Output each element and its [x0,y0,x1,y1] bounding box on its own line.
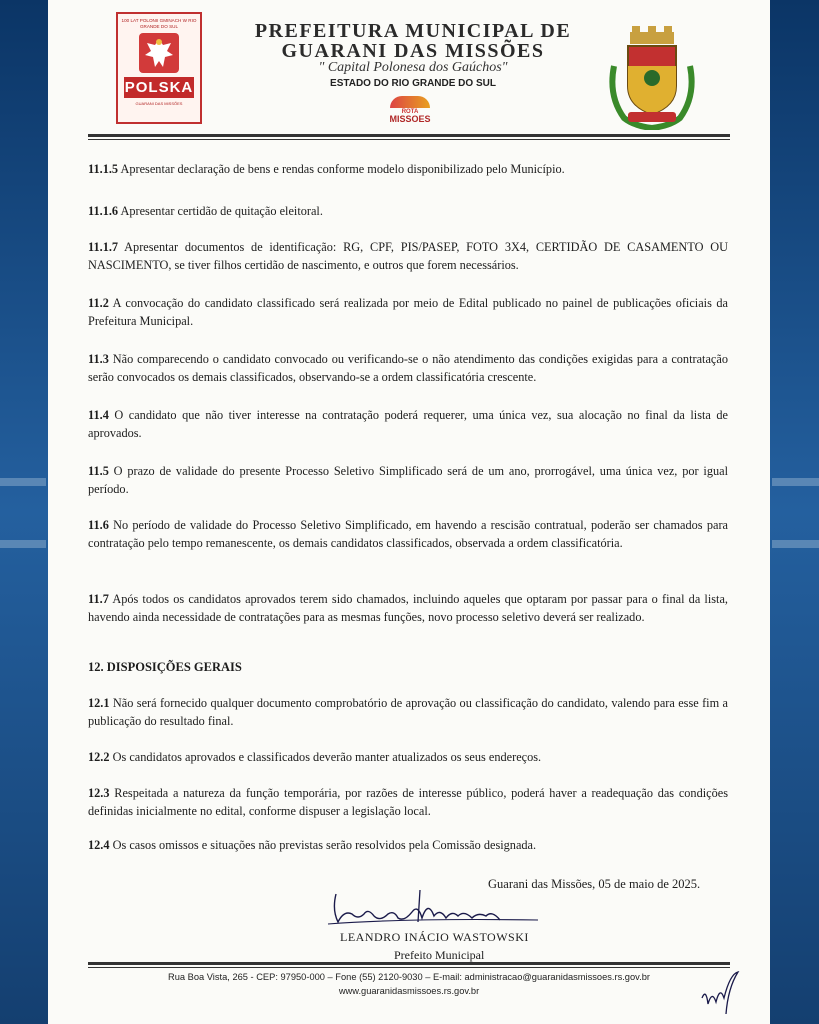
background-desk [0,478,46,486]
footer-rule-thin [88,967,730,968]
header-state: ESTADO DO RIO GRANDE DO SUL [330,78,496,89]
rubric-initials [698,968,742,1018]
footer-rule [88,962,730,965]
header-title-line2: GUARANI DAS MISSÕES [281,40,545,62]
document-page [48,0,770,1024]
signer-role: Prefeito Municipal [394,948,485,962]
paragraph-11-2: 11.2 A convocação do candidato classificado será realizada por meio de Edital publicado no painel de publicações oficiais da Prefeitura Municipal. [88,296,728,328]
paragraph-11-5: 11.5 O prazo de validade do presente Processo Seletivo Simplificado será de um ano, prorrogável, uma única vez, por igual período. [88,464,728,496]
rota-big-text: MISSOES [389,114,431,124]
rota-arc-icon [390,96,430,108]
footer-address: Rua Boa Vista, 265 - CEP: 97950-000 – Fone (55) 2120-9030 – E-mail: administracao@guaranidasmissoes.rs.gov.br [168,972,650,982]
polska-seal-top-text: 100 LAT POLONII GMINACH W RIO GRANDE DO SUL [121,18,197,29]
footer-website: www.guaranidasmissoes.rs.gov.br [338,986,480,996]
handwritten-signature [288,870,548,930]
header-title-line1: PREFEITURA MUNICIPAL DE [254,20,572,42]
letterhead [48,0,770,140]
date-line: Guarani das Missões, 05 de maio de 2025. [488,877,701,891]
polska-word: POLSKA [124,79,194,96]
rota-missoes-logo [386,96,434,124]
paragraph-11-7: 11.7 Após todos os candidatos aprovados terem sido chamados, incluindo aqueles que optaram por passar para o final da lista, havendo ainda necessidade de contratações para as mesmas funções, novo processo seletivo deverá ser realizado. [88,592,728,624]
paragraph-11-1-7: 11.1.7 Apresentar documentos de identificação: RG, CPF, PIS/PASEP, FOTO 3X4, CERTIDÃO DE CASAMENTO OU NASCIMENTO, se tiver filhos certidão de nascimento, e outros que forem necessários. [88,240,728,272]
header-rule-thin [88,139,730,140]
paragraph-11-1-5: 11.1.5 Apresentar declaração de bens e rendas conforme modelo disponibilizado pelo Município. [88,162,565,176]
paragraph-12-3: 12.3 Respeitada a natureza da função temporária, por razões de interesse público, poderá haver a readequação das condições definidas inicialmente no edital, conforme dispuser a legislação local. [88,786,728,818]
background-desk [0,540,46,548]
eagle-icon [139,33,179,73]
background-left [0,0,48,1024]
polska-seal [116,12,202,124]
paragraph-12-1: 12.1 Não será fornecido qualquer documento comprobatório de aprovação ou classificação do candidato, valendo para esse fim a publicação do resultado final. [88,696,728,728]
background-desk [772,478,819,486]
rota-small-text: ROTA [401,109,419,115]
municipal-crest-icon [604,26,700,130]
paragraph-11-3: 11.3 Não comparecendo o candidato convocado ou verificando-se o não atendimento das condições exigidas para a contratação serão convocados os demais classificados, observando-se a ordem classificatória crescente. [88,352,728,384]
paragraph-11-6: 11.6 No período de validade do Processo Seletivo Simplificado, em havendo a rescisão contratual, poderão ser chamados para contratação pelo tempo remanescente, os demais candidatos classificados, observada a ordem classificatória. [88,518,728,550]
section-heading-12: 12. DISPOSIÇÕES GERAIS [88,660,242,674]
paragraph-12-2: 12.2 Os candidatos aprovados e classificados deverão manter atualizados os seus endereços. [88,750,542,764]
paragraph-12-4: 12.4 Os casos omissos e situações não previstas serão resolvidos pela Comissão designada. [88,838,537,852]
signer-name: LEANDRO INÁCIO WASTOWSKI [340,930,529,944]
paragraph-11-1-6: 11.1.6 Apresentar certidão de quitação eleitoral. [88,204,323,218]
header-rule [88,134,730,137]
polska-seal-bottom-text: GUARANI DAS MISSÕES [135,101,183,106]
header-slogan: " Capital Polonesa dos Gaúchos" [318,60,508,75]
background-right [769,0,819,1024]
paragraph-11-4: 11.4 O candidato que não tiver interesse na contratação poderá requerer, uma única vez, sua alocação no final da lista de aprovados. [88,408,728,440]
background-desk [772,540,819,548]
